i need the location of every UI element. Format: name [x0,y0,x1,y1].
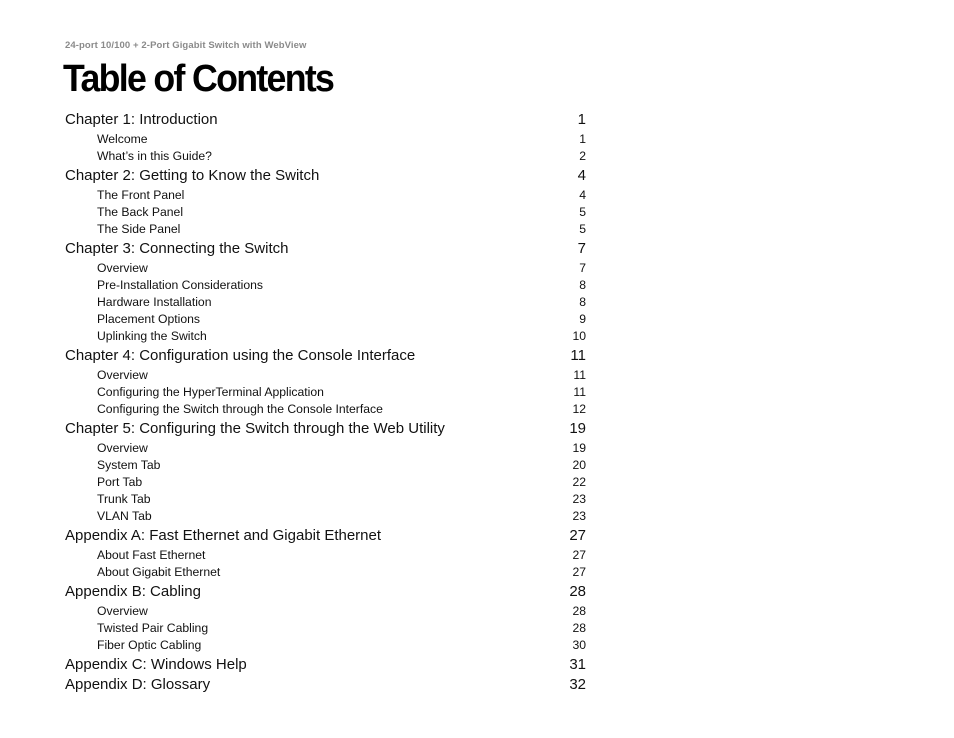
toc-section-list [65,260,586,345]
toc-chapter-page: 31 [569,656,586,673]
toc-section-list [65,367,586,418]
toc-section-page: 9 [579,312,586,326]
toc-section-entry[interactable] [65,603,586,620]
toc-section-title: Pre-Installation Considerations [97,278,263,292]
toc-section-title: Trunk Tab [97,492,151,506]
toc-section-entry[interactable] [65,474,586,491]
toc-section-entry[interactable] [65,637,586,654]
toc-section-title: Overview [97,604,148,618]
toc-chapter-block [65,583,586,654]
toc-section-list [65,603,586,654]
page-title: Table of Contents [63,58,334,100]
toc-section-entry[interactable] [65,457,586,474]
toc-section-title: VLAN Tab [97,509,152,523]
toc-section-page: 5 [579,222,586,236]
toc-chapter-block [65,111,586,165]
toc-chapter-page: 27 [569,527,586,544]
toc-section-title: About Gigabit Ethernet [97,565,221,579]
toc-chapter-title: Appendix A: Fast Ethernet and Gigabit Ethernet [65,527,382,544]
toc-chapter-entry[interactable] [65,347,586,365]
toc-section-page: 7 [579,261,586,275]
toc-section-entry[interactable] [65,401,586,418]
toc-section-entry[interactable] [65,204,586,221]
toc-section-title: System Tab [97,458,161,472]
toc-section-entry[interactable] [65,187,586,204]
running-header: 24-port 10/100 + 2-Port Gigabit Switch with WebView [65,40,307,51]
toc-section-entry[interactable] [65,508,586,525]
toc-chapter-page: 4 [577,167,586,184]
toc-section-title: Overview [97,441,148,455]
toc-section-page: 23 [572,492,586,506]
toc-chapter-title: Chapter 2: Getting to Know the Switch [65,167,320,184]
toc-chapter-page: 32 [569,676,586,693]
toc-section-page: 8 [579,295,586,309]
toc-section-page: 22 [572,475,586,489]
toc-section-page: 5 [579,205,586,219]
toc-chapter-entry[interactable] [65,240,586,258]
toc-chapter-page: 19 [569,420,586,437]
toc-section-page: 12 [572,402,586,416]
toc-section-title: Overview [97,368,148,382]
toc-chapter-block [65,527,586,581]
table-of-contents [65,111,586,696]
toc-section-entry[interactable] [65,384,586,401]
toc-section-title: Welcome [97,132,148,146]
toc-chapter-title: Chapter 4: Configuration using the Console Interface [65,347,416,364]
toc-section-entry[interactable] [65,564,586,581]
toc-chapter-title: Appendix C: Windows Help [65,656,247,673]
toc-section-entry[interactable] [65,294,586,311]
toc-section-entry[interactable] [65,491,586,508]
toc-section-page: 11 [573,368,586,382]
toc-section-entry[interactable] [65,440,586,457]
toc-section-title: Fiber Optic Cabling [97,638,202,652]
toc-chapter-page: 1 [577,111,586,128]
toc-section-list [65,131,586,165]
toc-section-entry[interactable] [65,620,586,637]
toc-section-title: About Fast Ethernet [97,548,206,562]
toc-chapter-block [65,167,586,238]
toc-chapter-title: Appendix D: Glossary [65,676,211,693]
toc-section-page: 19 [572,441,586,455]
toc-section-entry[interactable] [65,328,586,345]
toc-section-entry[interactable] [65,311,586,328]
toc-section-page: 27 [572,548,586,562]
toc-section-title: Configuring the Switch through the Console Interface [97,402,383,416]
toc-chapter-entry[interactable] [65,111,586,129]
toc-chapter-entry[interactable] [65,656,586,674]
toc-section-entry[interactable] [65,547,586,564]
toc-chapter-page: 28 [569,583,586,600]
toc-section-page: 4 [579,188,586,202]
toc-chapter-block [65,656,586,674]
toc-section-page: 30 [572,638,586,652]
toc-section-entry[interactable] [65,277,586,294]
toc-section-list [65,440,586,525]
toc-chapter-block [65,240,586,345]
toc-chapter-entry[interactable] [65,167,586,185]
toc-section-title: The Back Panel [97,205,184,219]
toc-section-page: 28 [572,604,586,618]
toc-chapter-title: Appendix B: Cabling [65,583,201,600]
toc-section-title: Placement Options [97,312,200,326]
toc-section-title: Overview [97,261,148,275]
toc-chapter-entry[interactable] [65,420,586,438]
toc-section-page: 8 [579,278,586,292]
toc-chapter-entry[interactable] [65,527,586,545]
toc-section-page: 28 [572,621,586,635]
toc-section-title: The Side Panel [97,222,181,236]
toc-section-page: 1 [579,132,586,146]
toc-chapter-page: 11 [570,347,586,364]
toc-chapter-entry[interactable] [65,676,586,694]
toc-section-entry[interactable] [65,260,586,277]
toc-chapter-block [65,347,586,418]
toc-section-list [65,547,586,581]
toc-chapter-block [65,676,586,694]
toc-section-page: 20 [572,458,586,472]
toc-section-page: 23 [572,509,586,523]
toc-section-page: 10 [572,329,586,343]
toc-section-page: 11 [573,385,586,399]
toc-section-title: Uplinking the Switch [97,329,207,343]
toc-chapter-page: 7 [577,240,586,257]
toc-section-title: Hardware Installation [97,295,212,309]
toc-section-title: What’s in this Guide? [97,149,212,163]
toc-section-entry[interactable] [65,367,586,384]
toc-section-title: Port Tab [97,475,143,489]
toc-section-entry[interactable] [65,221,586,238]
toc-chapter-entry[interactable] [65,583,586,601]
toc-section-page: 27 [572,565,586,579]
toc-section-list [65,187,586,238]
toc-section-entry[interactable] [65,131,586,148]
toc-section-title: Twisted Pair Cabling [97,621,209,635]
toc-chapter-title: Chapter 5: Configuring the Switch through the Web Utility [65,420,445,437]
toc-section-page: 2 [579,149,586,163]
toc-chapter-block [65,420,586,525]
toc-section-entry[interactable] [65,148,586,165]
toc-chapter-title: Chapter 3: Connecting the Switch [65,240,289,257]
toc-section-title: Configuring the HyperTerminal Application [97,385,324,399]
toc-chapter-title: Chapter 1: Introduction [65,111,218,128]
toc-section-title: The Front Panel [97,188,185,202]
